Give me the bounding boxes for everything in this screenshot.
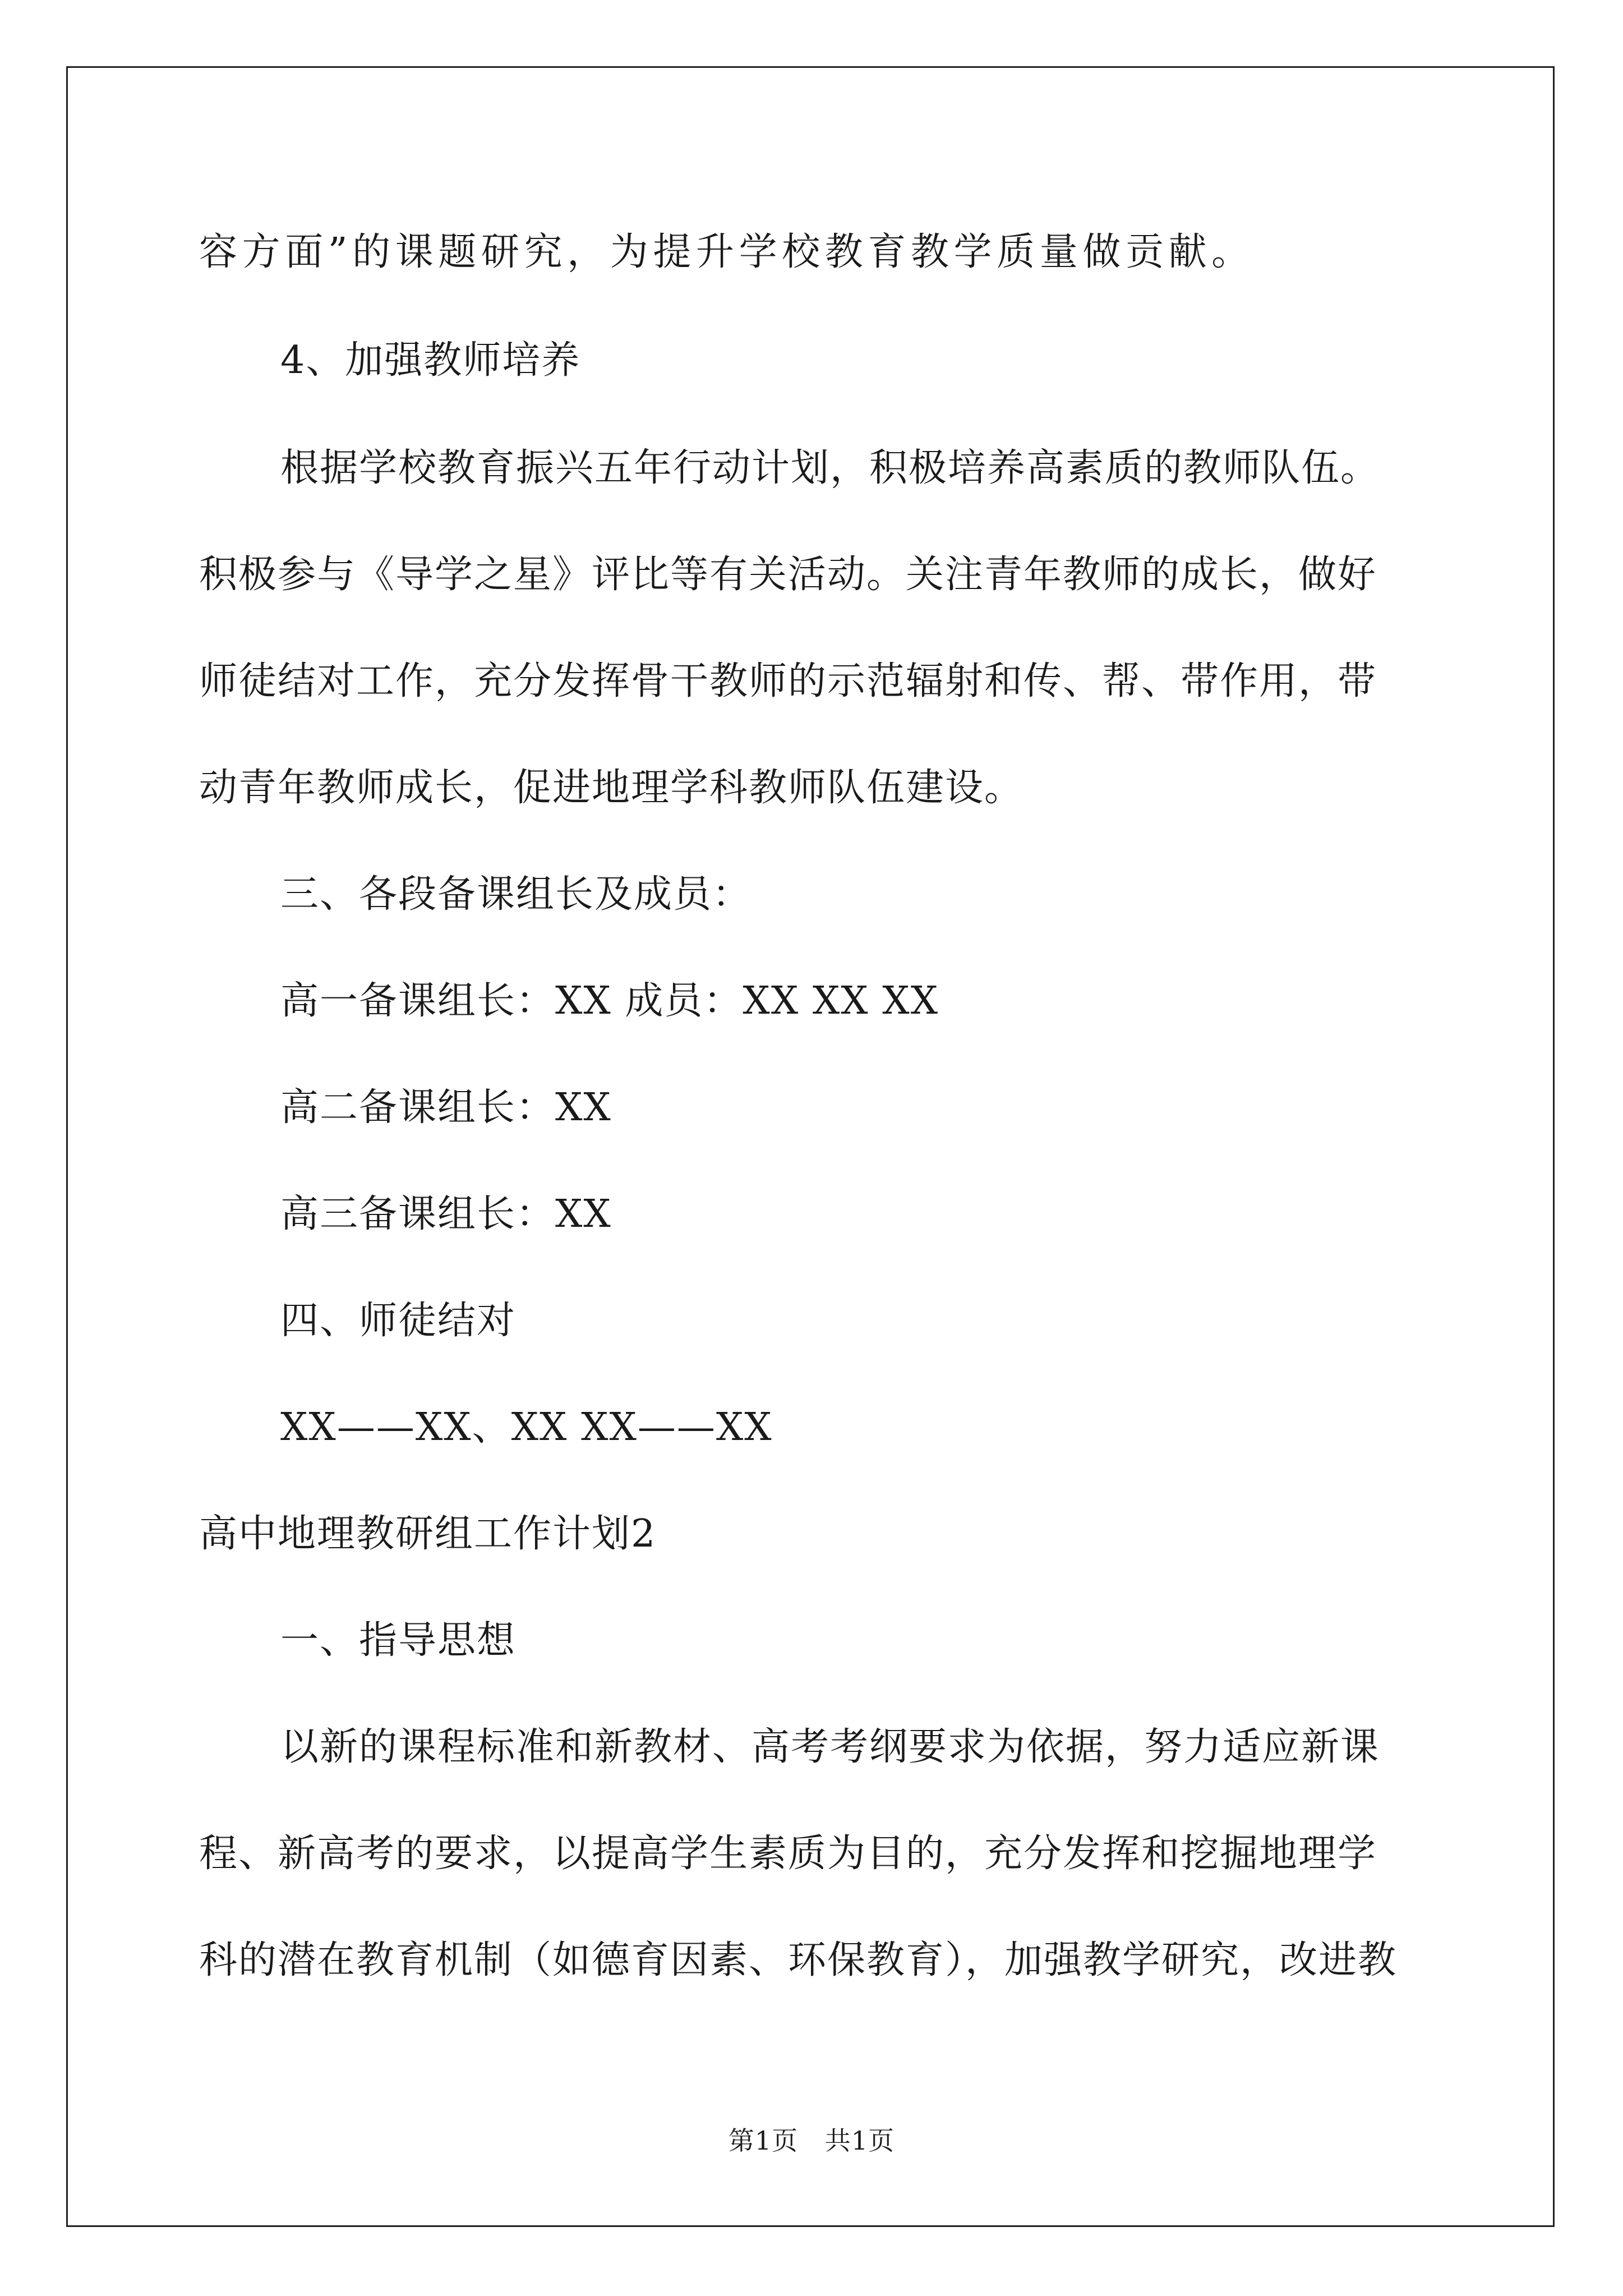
page-total: 共1页 — [824, 2125, 895, 2156]
member-line: 高一备课组长：XX 成员：XX XX XX — [280, 979, 939, 1023]
paragraph-line: 以新的课程标准和新教材、高考考纲要求为依据，努力适应新课 — [280, 1725, 1380, 1769]
paragraph-line: 程、新高考的要求，以提高学生素质为目的，充分发挥和挖掘地理学 — [199, 1832, 1377, 1876]
pairing-line: XX——XX、XX XX——XX — [280, 1405, 773, 1450]
section-heading: 三、各段备课组长及成员： — [280, 872, 752, 917]
paragraph-line: 动青年教师成长，促进地理学科教师队伍建设。 — [199, 766, 1024, 810]
page-border — [66, 66, 1555, 2227]
paragraph-line: 积极参与《导学之星》评比等有关活动。关注青年教师的成长，做好 — [199, 553, 1377, 597]
paragraph-line: 科的潜在教育机制（如德育因素、环保教育），加强教学研究，改进教 — [199, 1938, 1398, 1982]
member-line: 高二备课组长：XX — [280, 1085, 612, 1130]
section-heading: 四、师徒结对 — [280, 1299, 517, 1343]
page-footer — [0, 2125, 1623, 2156]
page-number: 第1页 — [728, 2125, 799, 2156]
paragraph-line: 根据学校教育振兴五年行动计划，积极培养高素质的教师队伍。 — [280, 446, 1380, 490]
section-heading: 一、指导思想 — [280, 1618, 517, 1663]
paragraph-line: 师徒结对工作，充分发挥骨干教师的示范辐射和传、帮、带作用，带 — [199, 659, 1377, 703]
paragraph-line: 容方面”的课题研究，为提升学校教育教学质量做贡献。 — [199, 230, 1255, 274]
section-heading: 4、加强教师培养 — [280, 338, 581, 383]
document-title: 高中地理教研组工作计划2 — [199, 1512, 657, 1556]
member-line: 高三备课组长：XX — [280, 1192, 612, 1236]
